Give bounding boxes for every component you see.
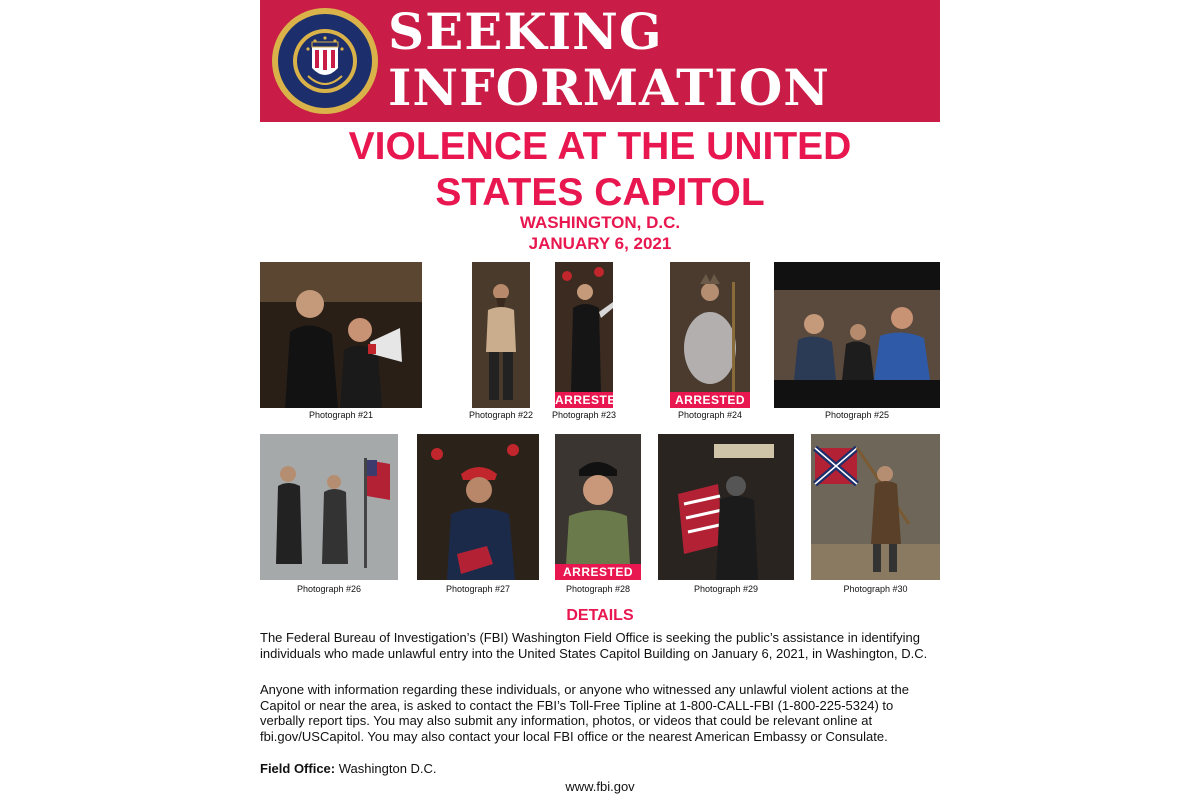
arrested-badge-24: ARRESTED [670, 392, 750, 408]
photo-29 [658, 434, 794, 580]
photo-28 [555, 434, 641, 580]
photo-30 [811, 434, 940, 580]
photo-25-caption: Photograph #25 [824, 410, 890, 420]
details-heading: DETAILS [566, 607, 634, 624]
banner-line-seeking: SEEKING [388, 2, 663, 61]
photo-30-caption: Photograph #30 [843, 584, 908, 594]
details-paragraph-2: Anyone with information regarding these individuals, or anyone who witnessed any unlawful violent actions at the Capitol or near the area, is asked to contact the FBI’s Toll-Free Tipline at 1-800-CALL-FBI (1-800-225-5324) to verbally report tips. You may also submit any information, photos, or videos that could be relevant online at fbi.gov/USCapitol. You may also contact your local FBI office or the nearest American Embassy or Consulate. [260, 682, 909, 744]
photo-23 [555, 262, 626, 408]
banner-line-information: INFORMATION [388, 58, 830, 117]
photo-25 [774, 262, 940, 408]
photo-21-caption: Photograph #21 [308, 410, 374, 420]
fbi-seal-icon [270, 6, 380, 116]
photo-28-caption: Photograph #28 [565, 584, 631, 594]
photo-21 [260, 262, 422, 408]
photo-29-caption: Photograph #29 [693, 584, 759, 594]
photo-22-caption: Photograph #22 [468, 410, 534, 420]
field-office-value: Washington D.C. [338, 761, 437, 776]
details-paragraph-1: The Federal Bureau of Investigation’s (FBI) Washington Field Office is seeking the public’s assistance in identifying individuals who made unlawful entry into the United States Capitol Building on January 6, 2021, in Washington, D.C. [260, 630, 928, 661]
field-office [260, 761, 437, 776]
photo-27-caption: Photograph #27 [445, 584, 511, 594]
footer-url[interactable]: www.fbi.gov [565, 779, 635, 794]
title-line-2: STATES CAPITOL [435, 171, 765, 214]
page-title [260, 124, 940, 216]
photo-23-caption: Photograph #23 [551, 410, 617, 420]
photo-24-caption: Photograph #24 [677, 410, 743, 420]
title-line-1: VIOLENCE AT THE UNITED [348, 125, 852, 168]
photo-26-caption: Photograph #26 [296, 584, 362, 594]
wanted-poster [260, 0, 940, 800]
arrested-badge-28: ARRESTED [555, 564, 641, 580]
photo-24 [670, 262, 750, 408]
photo-26 [260, 434, 398, 580]
field-office-label: Field Office: [260, 761, 336, 776]
date: JANUARY 6, 2021 [528, 234, 672, 253]
location: WASHINGTON, D.C. [519, 213, 681, 232]
photo-22 [472, 262, 530, 408]
header-banner [260, 0, 940, 122]
arrested-badge-23: ARRESTED [555, 393, 626, 407]
photo-27 [417, 434, 539, 580]
